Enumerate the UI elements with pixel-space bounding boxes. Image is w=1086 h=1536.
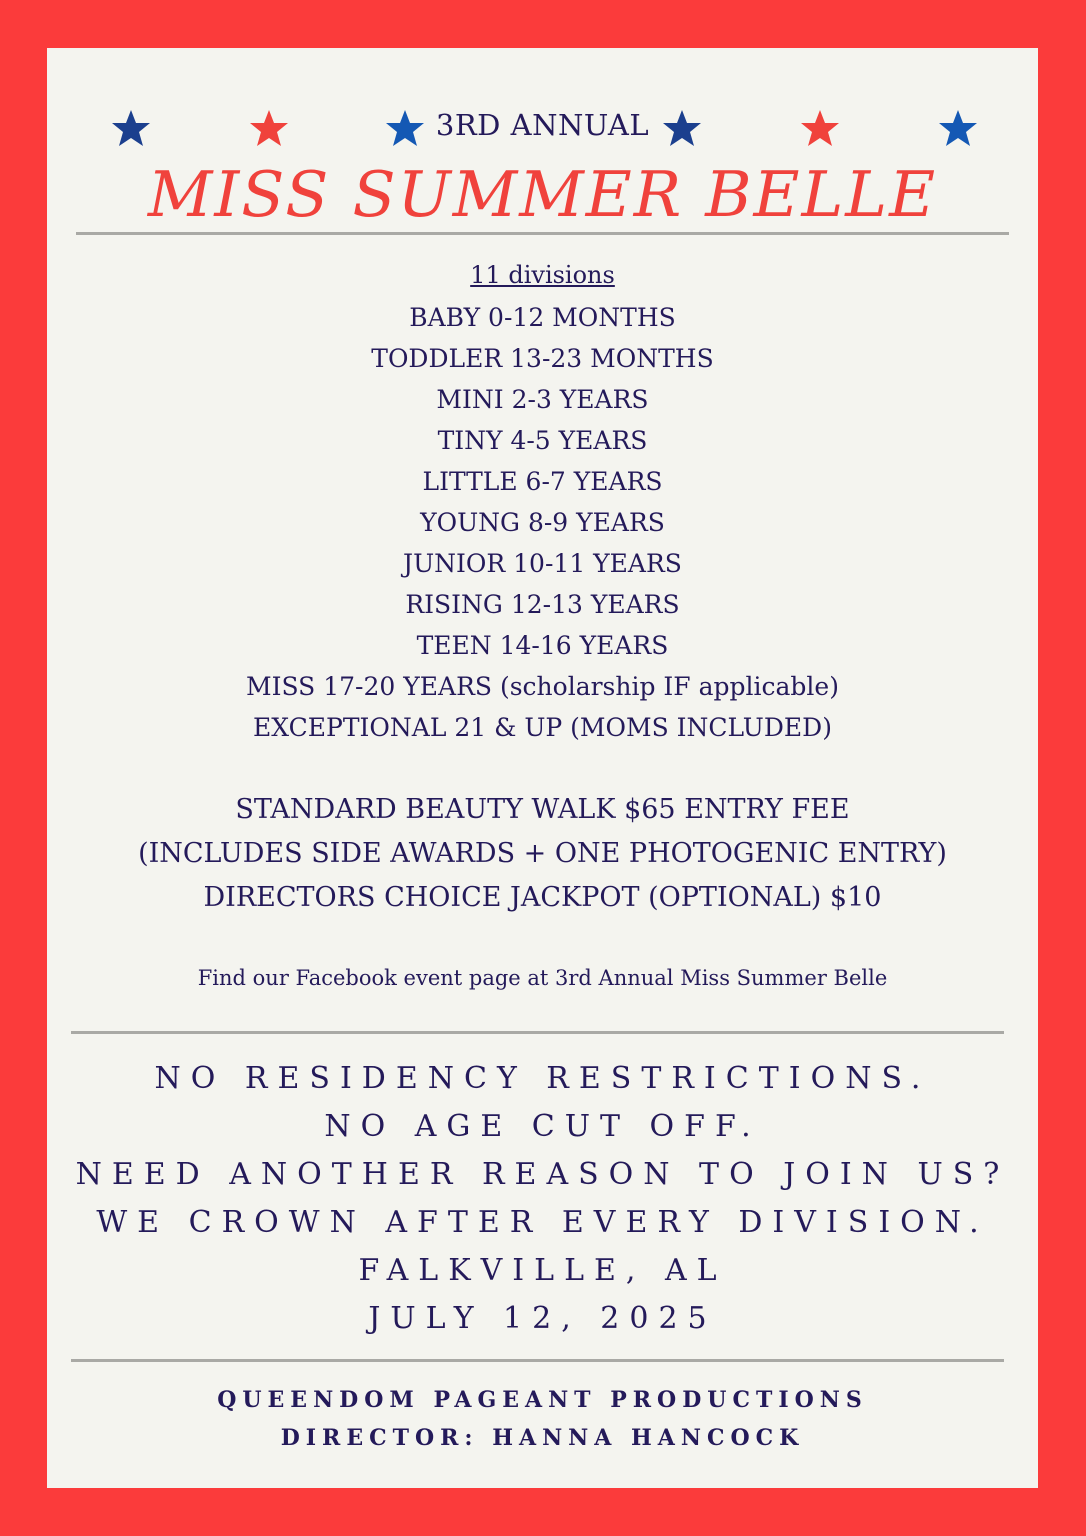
division-item: JUNIOR 10-11 YEARS	[403, 549, 682, 578]
divisions-heading: 11 divisions	[470, 261, 615, 289]
event-date: JULY 12, 2025	[368, 1301, 717, 1336]
flyer-card	[47, 48, 1038, 1488]
event-title: MISS SUMMER BELLE	[147, 158, 938, 231]
divider	[71, 1031, 1004, 1034]
division-item: MINI 2-3 YEARS	[436, 385, 649, 414]
division-item: TODDLER 13-23 MONTHS	[371, 344, 714, 373]
production-company: QUEENDOM PAGEANT PRODUCTIONS	[217, 1387, 868, 1413]
division-item: EXCEPTIONAL 21 & UP (MOMS INCLUDED)	[253, 713, 832, 742]
entry-fee-text: STANDARD BEAUTY WALK $65 ENTRY FEE	[235, 794, 850, 825]
division-item: MISS 17-20 YEARS (scholarship IF applicable)	[246, 672, 839, 701]
division-item: TEEN 14-16 YEARS	[416, 631, 669, 660]
jackpot-text: DIRECTORS CHOICE JACKPOT (OPTIONAL) $10	[203, 882, 882, 913]
divisions-list	[47, 297, 1038, 748]
division-item: BABY 0-12 MONTHS	[409, 303, 676, 332]
footer	[47, 1381, 1038, 1457]
info-line: NEED ANOTHER REASON TO JOIN US?	[75, 1157, 1010, 1192]
division-item: RISING 12-13 YEARS	[405, 590, 680, 619]
facebook-note: Find our Facebook event page at 3rd Annual Miss Summer Belle	[197, 966, 888, 990]
info-line: NO AGE CUT OFF.	[324, 1109, 761, 1144]
division-item: YOUNG 8-9 YEARS	[420, 508, 665, 537]
info-line: WE CROWN AFTER EVERY DIVISION.	[96, 1205, 989, 1240]
annual-label: 3RD ANNUAL	[435, 108, 650, 142]
fees-section	[47, 788, 1038, 920]
division-item: TINY 4-5 YEARS	[437, 426, 648, 455]
info-line: NO RESIDENCY RESTRICTIONS.	[154, 1061, 931, 1096]
divider	[71, 1359, 1004, 1362]
division-item: LITTLE 6-7 YEARS	[422, 467, 663, 496]
director-name: DIRECTOR: HANNA HANCOCK	[280, 1425, 805, 1451]
divider	[76, 232, 1009, 235]
fee-includes-text: (INCLUDES SIDE AWARDS + ONE PHOTOGENIC ENTRY)	[138, 838, 947, 869]
event-location: FALKVILLE, AL	[358, 1253, 727, 1288]
info-section	[47, 1055, 1038, 1343]
